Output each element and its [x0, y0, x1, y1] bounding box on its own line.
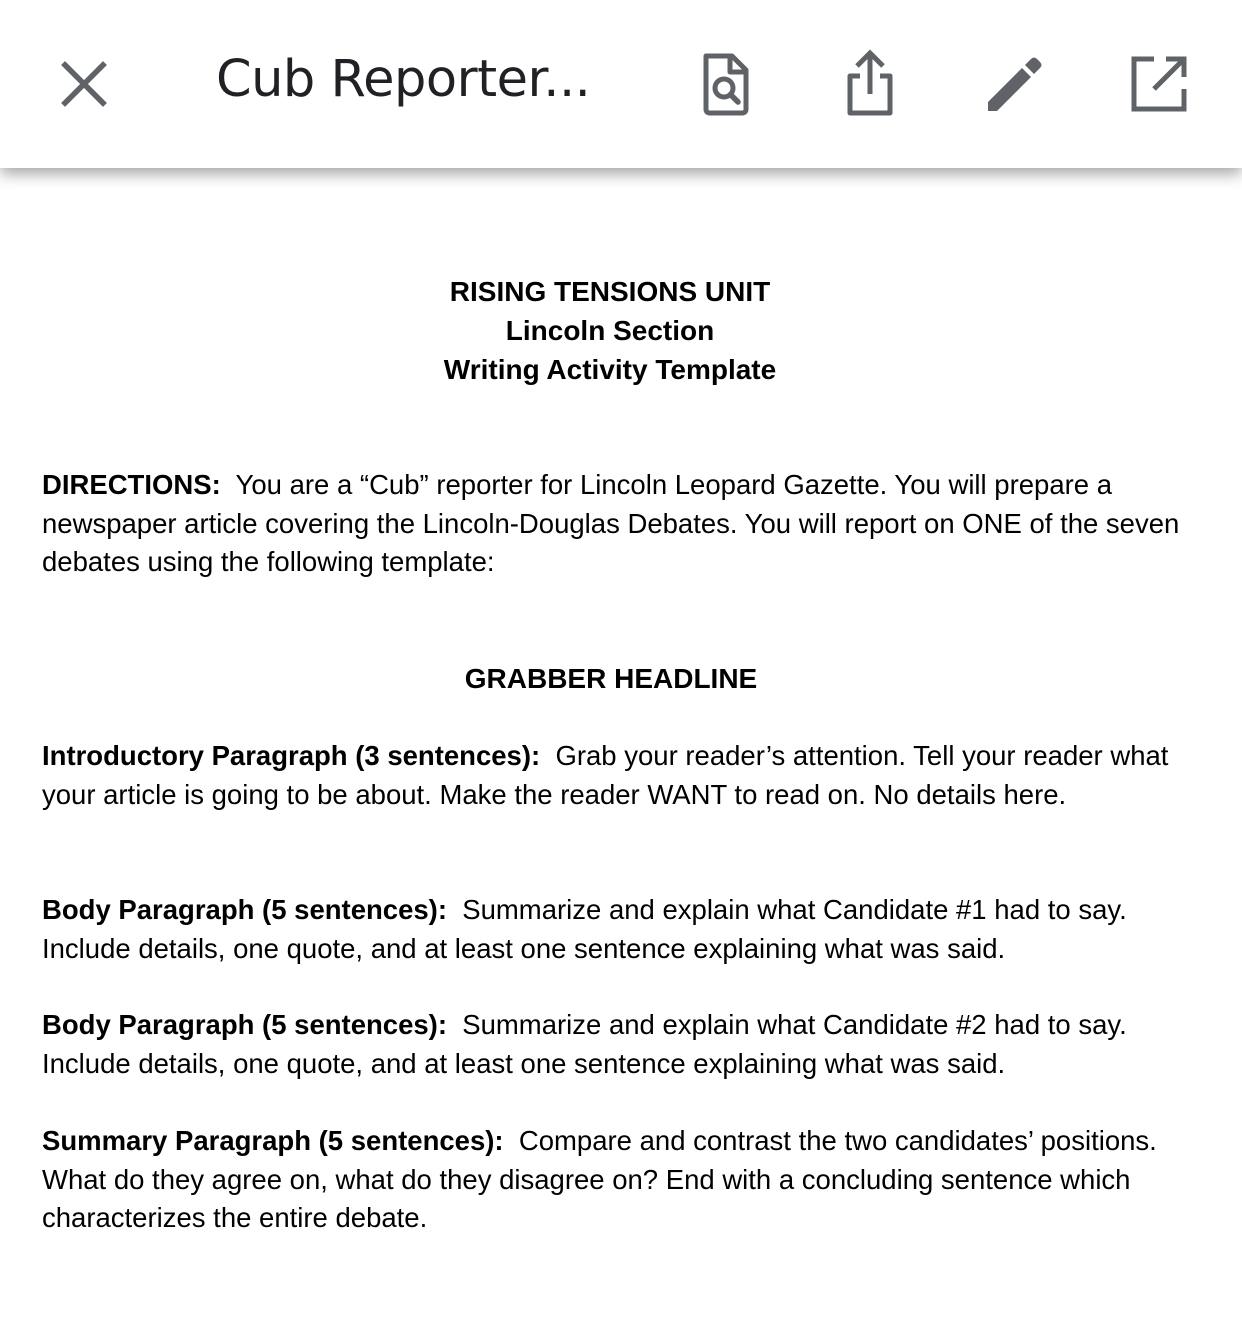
heading-line-unit: RISING TENSIONS UNIT	[449, 276, 771, 307]
close-icon	[44, 44, 124, 124]
app-toolbar	[0, 0, 1242, 168]
close-button[interactable]	[44, 44, 124, 124]
body-2-label: Body Paragraph (5 sentences):	[42, 1009, 447, 1040]
body-1-text: Summarize and explain what Candidate #1 had to say. Include details, one quote, and at least one sentence explaining what was said.	[42, 894, 1127, 964]
body-1-label: Body Paragraph (5 sentences):	[42, 894, 447, 925]
open-in-new-icon	[1118, 44, 1198, 124]
document-page	[0, 168, 1242, 1330]
intro-paragraph	[42, 737, 1207, 814]
open-in-new-button[interactable]	[1118, 44, 1198, 124]
body-paragraph-2	[42, 1006, 1207, 1083]
summary-paragraph	[42, 1122, 1207, 1238]
directions-text: You are a “Cub” reporter for Lincoln Leopard Gazette. You will prepare a newspaper article covering the Lincoln-Douglas Debates. You will report on ONE of the seven debates using the following template:	[42, 469, 1180, 578]
summary-text: Compare and contrast the two candidates’ positions. What do they agree on, what do they disagree on? End with a concluding sentence which characterizes the entire debate.	[42, 1125, 1157, 1234]
find-in-page-button[interactable]	[686, 44, 766, 124]
directions-label: DIRECTIONS:	[42, 469, 221, 500]
share-icon	[830, 44, 910, 124]
grabber-headline: GRABBER HEADLINE	[464, 663, 758, 694]
body-2-text: Summarize and explain what Candidate #2 had to say. Include details, one quote, and at least one sentence explaining what was said.	[42, 1009, 1127, 1079]
find-in-page-icon	[686, 44, 766, 124]
heading-line-section: Lincoln Section	[505, 315, 715, 346]
intro-text: Grab your reader’s attention. Tell your reader what your article is going to be about. Make the reader WANT to read on. No details here.	[42, 740, 1169, 810]
edit-button[interactable]	[974, 44, 1054, 124]
share-button[interactable]	[830, 44, 910, 124]
summary-label: Summary Paragraph (5 sentences):	[42, 1125, 504, 1156]
document-heading	[0, 272, 1220, 389]
directions-paragraph	[42, 466, 1207, 582]
document-title: Cub Reporter...	[216, 50, 591, 109]
body-paragraph-1	[42, 891, 1207, 968]
intro-label: Introductory Paragraph (3 sentences):	[42, 740, 541, 771]
edit-pencil-icon	[974, 44, 1054, 124]
heading-line-template: Writing Activity Template	[443, 354, 777, 385]
